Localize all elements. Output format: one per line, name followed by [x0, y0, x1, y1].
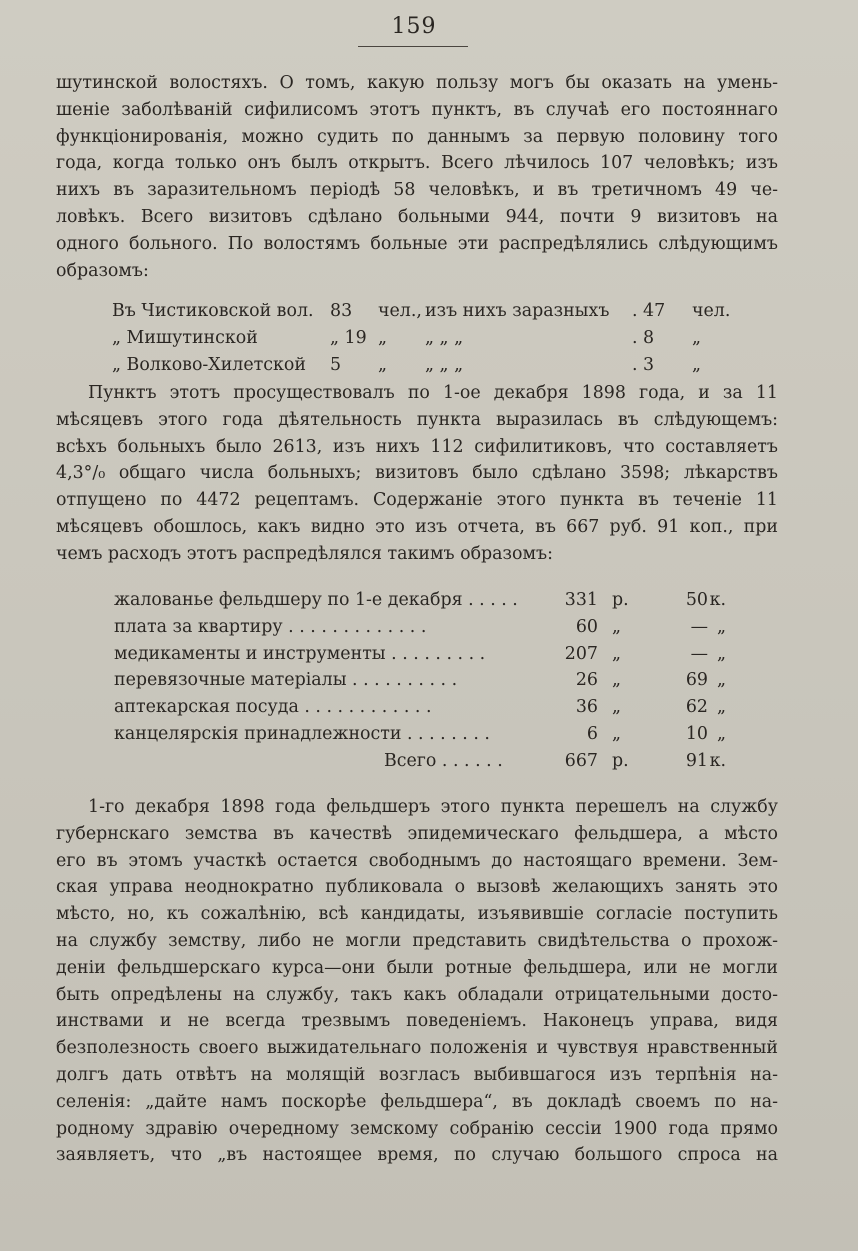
text-line: мѣсяцевъ этого года дѣятельность пункта выразилась въ слѣдующемъ: — [56, 409, 778, 430]
text-line: года, когда только онъ былъ открытъ. Всего лѣчилось 107 человѣкъ; изъ — [56, 153, 778, 174]
text-line: 4,3°/₀ общаго числа больныхъ; визитовъ было сдѣлано 3598; лѣкарствъ — [56, 463, 778, 484]
text-line: безполезность своего выжидательнаго положенія и чувствуя нравственный — [56, 1038, 778, 1059]
expense-kop: 69 — [685, 670, 708, 691]
expense-row — [114, 614, 726, 641]
expense-rub: 26 — [575, 670, 598, 691]
paragraph-2 — [56, 380, 778, 568]
header-rule — [358, 46, 468, 47]
paragraph-1 — [56, 70, 778, 284]
expense-rub: 36 — [575, 697, 598, 718]
district-unit: „ — [378, 327, 388, 348]
text-line: всѣхъ больныхъ было 2613, изъ нихъ 112 сифилитиковъ, что составляетъ — [56, 436, 778, 457]
expense-kop: — — [690, 616, 708, 637]
text-line: ловѣкъ. Всего визитовъ сдѣлано больными 944, почти 9 визитовъ на — [56, 206, 778, 227]
expense-label: Всего . . . . . . — [384, 750, 503, 771]
district-unit2: чел. — [692, 301, 731, 321]
district-rest: изъ нихъ заразныхъ — [425, 301, 610, 321]
expense-kop: 91 — [685, 750, 708, 771]
text-line: одного больного. По волостямъ больные эти распредѣлялись слѣдующимъ — [56, 233, 778, 254]
text-line: быть опредѣлены на службу, такъ какъ обладали отрицательными досто- — [56, 984, 778, 1005]
district-row — [112, 325, 732, 352]
text-line: ская управа неоднократно публиковала о вызовѣ желающихъ занять это — [56, 877, 778, 898]
district-name: „ Мишутинской — [112, 327, 258, 348]
expense-label: медикаменты и инструменты . . . . . . . . . — [114, 643, 486, 664]
text-line: долгъ дать отвѣтъ на молящій возгласъ выбившагося изъ терпѣнія на- — [56, 1064, 778, 1085]
district-unit2: „ — [692, 327, 702, 348]
expense-table — [114, 587, 726, 775]
district-row — [112, 298, 732, 325]
text-line: селенія: „дайте намъ поскорѣе фельдшера“, въ докладѣ своемъ по на- — [56, 1091, 778, 1112]
district-infected: . 47 — [632, 301, 666, 321]
expense-label: аптекарская посуда . . . . . . . . . . . . — [114, 697, 432, 718]
expense-row — [114, 721, 726, 748]
paragraph-3 — [56, 794, 778, 1169]
text-line: шеніе заболѣваній сифилисомъ этотъ пунктъ, въ случаѣ его постояннаго — [56, 99, 778, 120]
text-line: мѣсто, но, къ сожалѣнію, всѣ кандидаты, изъявившіе согласіе поступить — [56, 904, 778, 925]
text-line: инствами и не всегда трезвымъ поведеніемъ. Наконецъ управа, видя — [56, 1011, 778, 1032]
expense-total-row — [114, 748, 726, 775]
expense-r: р. — [612, 750, 629, 771]
expense-label: жалованье фельдшеру по 1-е декабря . . . . . — [114, 590, 518, 610]
text-line: на службу земству, либо не могли представить свидѣтельства о прохож- — [56, 930, 778, 951]
text-line: Пунктъ этотъ просуществовалъ по 1-ое декабря 1898 года, и за 11 — [88, 383, 778, 403]
expense-row — [114, 667, 726, 694]
expense-k: „ — [716, 723, 726, 744]
expense-row — [114, 694, 726, 721]
district-rest: „ „ „ — [425, 327, 464, 348]
text-line: его въ этомъ участкѣ остается свободнымъ до настоящаго времени. Зем- — [56, 850, 778, 871]
text-line: образомъ: — [56, 260, 149, 281]
expense-rub: 331 — [564, 590, 598, 610]
expense-rub: 60 — [575, 616, 598, 637]
expense-label: перевязочные матеріалы . . . . . . . . . . — [114, 670, 458, 691]
expense-r: „ — [612, 670, 622, 691]
expense-kop: 10 — [685, 723, 708, 744]
expense-label: канцелярскія принадлежности . . . . . . . . — [114, 723, 490, 744]
expense-k: „ — [716, 670, 726, 691]
text-line: шутинской волостяхъ. О томъ, какую пользу могъ бы оказать на умень- — [56, 73, 778, 93]
district-row — [112, 352, 732, 379]
expense-kop: 62 — [685, 697, 708, 718]
district-unit: чел., — [378, 301, 422, 321]
text-line: нихъ въ заразительномъ періодѣ 58 человѣкъ, и въ третичномъ 49 че- — [56, 180, 778, 201]
expense-k: „ — [716, 616, 726, 637]
expense-row — [114, 641, 726, 668]
page-number: 159 — [391, 14, 437, 39]
text-line: родному здравію очередному земскому собранію сессіи 1900 года прямо — [56, 1118, 778, 1139]
district-count: 83 — [330, 301, 353, 321]
district-unit2: „ — [692, 354, 702, 375]
expense-row — [114, 587, 726, 614]
text-line: заявляетъ, что „въ настоящее время, по случаю большого спроса на — [56, 1145, 778, 1166]
expense-k: к. — [709, 590, 726, 610]
expense-r: „ — [612, 643, 622, 664]
expense-k: „ — [716, 697, 726, 718]
district-infected: . 3 — [632, 354, 655, 375]
district-count: „ 19 — [330, 327, 367, 348]
text-line: деніи фельдшерскаго курса—они были ротные фельдшера, или не могли — [56, 957, 778, 978]
expense-rub: 207 — [564, 643, 598, 664]
expense-r: „ — [612, 616, 622, 637]
text-line: функціонированія, можно судить по даннымъ за первую половину того — [56, 126, 778, 147]
district-infected: . 8 — [632, 327, 655, 348]
district-name: Въ Чистиковской вол. — [112, 301, 314, 321]
district-rest: „ „ „ — [425, 354, 464, 375]
expense-rub: 6 — [586, 723, 598, 744]
expense-rub: 667 — [564, 750, 598, 771]
text-line: мѣсяцевъ обошлось, какъ видно это изъ отчета, въ 667 руб. 91 коп., при — [56, 516, 778, 537]
expense-r: р. — [612, 590, 629, 610]
text-line: отпущено по 4472 рецептамъ. Содержаніе этого пункта въ теченіе 11 — [56, 490, 778, 511]
expense-label: плата за квартиру . . . . . . . . . . . . . — [114, 616, 427, 637]
expense-k: „ — [716, 643, 726, 664]
text-line: чемъ расходъ этотъ распредѣлялся такимъ образомъ: — [56, 543, 553, 564]
expense-r: „ — [612, 697, 622, 718]
expense-k: к. — [709, 750, 726, 771]
district-name: „ Волково-Хилетской — [112, 354, 306, 375]
text-line: губернскаго земства въ качествѣ эпидемическаго фельдшера, а мѣсто — [56, 823, 778, 844]
text-line: 1-го декабря 1898 года фельдшеръ этого пункта перешелъ на службу — [88, 797, 778, 817]
district-count: 5 — [330, 354, 342, 375]
district-distribution — [112, 298, 732, 378]
district-unit: „ — [378, 354, 388, 375]
expense-kop: — — [690, 643, 708, 664]
expense-kop: 50 — [685, 590, 708, 610]
expense-r: „ — [612, 723, 622, 744]
